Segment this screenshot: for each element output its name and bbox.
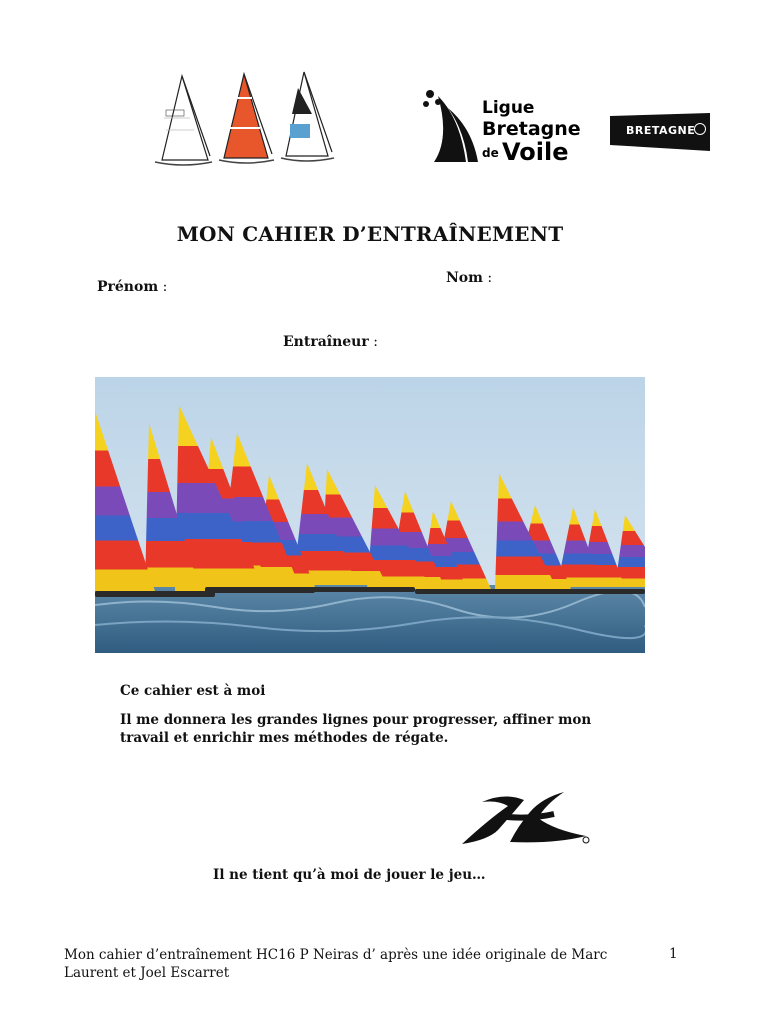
entraineur-separator: : [373, 334, 378, 350]
prenom-label: Prénom [97, 279, 159, 295]
ligue-logo-word-1: Ligue [482, 98, 535, 118]
closing-line: Il ne tient qu’à moi de jouer le jeu… [213, 867, 486, 883]
prenom-field [97, 279, 167, 295]
page-number: 1 [669, 946, 678, 962]
entraineur-label: Entraîneur [283, 334, 369, 350]
bretagne-region-logo [610, 113, 710, 151]
hobie-cat-logo [458, 786, 592, 850]
intro-line-2: Il me donnera les grandes lignes pour progresser, affiner mon travail et enrichir mes méthodes de régate. [120, 712, 592, 746]
nom-separator: : [487, 270, 493, 286]
page-title: MON CAHIER D’ENTRAÎNEMENT [176, 222, 564, 246]
bretagne-logo-text: BRETAGNE [626, 124, 696, 137]
intro-line-1: Ce cahier est à moi [120, 683, 266, 699]
regatta-photo [95, 377, 645, 653]
ligue-logo-word-3: de [482, 146, 499, 160]
ligue-bretagne-voile-logo [420, 88, 595, 168]
page-footer: Mon cahier d’entraînement HC16 P Neiras d’ après une idée originale de Marc Laurent et Joel Escarret [64, 947, 608, 981]
nom-field [446, 270, 492, 286]
entraineur-field [283, 334, 378, 350]
ligue-logo-word-2: Bretagne [482, 118, 581, 140]
prenom-separator: : [162, 279, 168, 295]
bretagne-circle-icon [694, 123, 706, 135]
ligue-logo-word-4: Voile [502, 138, 569, 166]
nom-label: Nom [446, 270, 483, 286]
catamaran-sails-logo [150, 68, 340, 172]
